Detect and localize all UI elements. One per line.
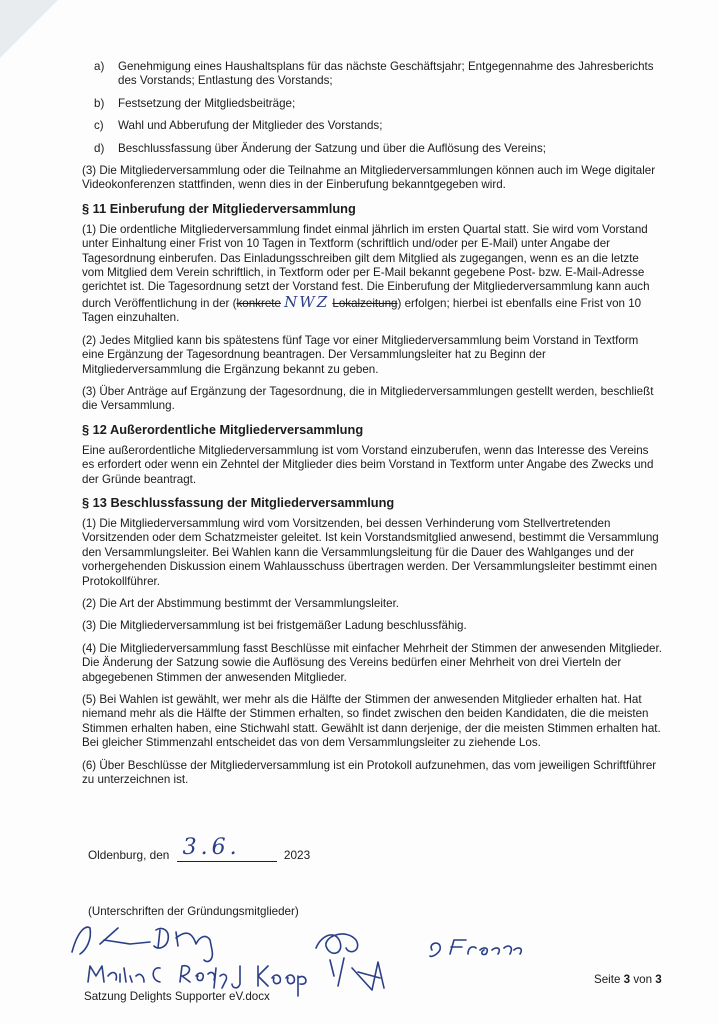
document-filename: Satzung Delights Supporter eV.docx [84,990,270,1003]
list-item [94,97,662,111]
paragraph-13-5: (5) Bei Wahlen ist gewählt, wer mehr als die Hälfte der Stimmen der anwesenden Mitglieder erhalten hat. Hat niemand mehr als die Hälfte der Stimmen erhalten, so findet zwischen den beiden Kandidaten, die die meisten Stimmen erhalten haben, eine Stichwahl statt. Gewählt ist dann derjenige, der die meisten Stimmen erhalten hat. Bei gleicher Stimmenzahl entscheidet das von dem Versammlungsleiter zu ziehende Los. [82,693,661,750]
struck-text: Lokalzeitung [332,296,398,310]
folded-corner [0,0,58,58]
paragraph-11-1 [82,223,662,326]
list-item [94,119,662,133]
date-blank [177,835,277,862]
list-text: Wahl und Abberufung der Mitglieder des Vorstands; [118,119,383,133]
paragraph-13-2: (2) Die Art der Abstimmung bestimmt der Versammlungsleiter. [82,596,400,610]
list-marker: c) [94,119,104,133]
struck-text: konkrete [236,296,281,310]
page-number [594,973,662,986]
list-item [94,60,662,89]
paragraph-13-4: (4) Die Mitgliederversammlung fasst Beschlüsse mit einfacher Mehrheit der Stimmen der anwesenden Mitglieder. Die Änderung der Satzung sowie die Auflösung des Vereins bedürfen einer Mehrheit von drei Vierteln der abgegebenen Stimmen der anwesenden Mitglieder. [82,641,662,684]
list-marker: a) [94,60,105,73]
signature-caption: (Unterschriften der Gründungsmitglieder) [88,905,299,918]
paragraph-11-3: (3) Über Anträge auf Ergänzung der Tagesordnung, die in Mitgliederversammlungen gestellt werden, beschließt die Versammlung. [82,384,654,413]
handwritten-date: 3.6. [182,835,241,860]
section-11-heading: § 11 Einberufung der Mitgliederversammlung [82,200,356,216]
agenda-list [94,60,662,156]
list-text: Festsetzung der Mitgliedsbeiträge; [118,96,296,110]
paragraph-13-1: (1) Die Mitgliederversammlung wird vom Vorsitzenden, bei dessen Verhinderung vom Stellvertretenden Vorsitzenden oder dem Schatzmeister geleitet. Ist kein Vorstandsmitglied anwesend, bestimmt die Versammlung den Versammlungsleiter. Bei Wahlen kann die Versammlungsleitung für die Dauer des Wahlganges und der vorhergehenden Diskussion einem Wahlausschuss übertragen werden. Der Versammlungsleiter bestimmt einen Protokollführer. [82,516,659,588]
list-marker: d) [94,141,105,155]
list-item [94,142,662,156]
page-total: 3 [655,973,662,986]
paragraph-text: ) erfolgen; hierbei ist ebenfalls eine Frist von 10 Tagen einzuhalten. [82,296,642,325]
page-current: 3 [623,973,631,986]
paragraph-13-3: (3) Die Mitgliederversammlung ist bei fristgemäßer Ladung beschlussfähig. [82,619,467,633]
list-text: Genehmigung eines Haushaltsplans für das nächste Geschäftsjahr; Entgegennahme des Jahresberichts des Vorstands; Entlastung des Vorstands; [118,60,654,88]
list-text: Beschlussfassung über Änderung der Satzung und über die Auflösung des Vereins; [118,141,546,155]
section-12-heading: § 12 Außerordentliche Mitgliederversammlung [82,421,364,437]
paragraph-10-3: (3) Die Mitgliederversammlung oder die Teilnahme an Mitgliederversammlungen können auch im Wege digitaler Videokonferenzen stattfinden, wenn dies in der Einberufung bekanntgegeben wird. [82,164,656,192]
paragraph-text: (1) Die ordentliche Mitgliederversammlung findet einmal jährlich im ersten Quartal statt. Sie wird vom Vorstand unter Einhaltung einer Frist von 10 Tagen in Textform (schriftlich und/oder per E-Mail) unter Angabe der Tagesordnung einberufen. Das Einladungsschreiben gilt dem Mitglied als zugegangen, wenn es an die letzte vom Mitglied dem Verein schriftlich, in Textform oder per E-Mail bekannt gegebene Post- bzw. E-Mail-Adresse gerichtet ist. Die Tagesordnung setzt der Vorstand fest. Die Einberufung der Mitgliederversammlung kann auch durch Veröffentlichung in der ( [82,222,650,310]
date-line [88,835,311,862]
section-13-heading: § 13 Beschlussfassung der Mitgliederversammlung [82,494,395,510]
list-marker: b) [94,96,105,110]
paragraph-13-6: (6) Über Beschlüsse der Mitgliederversammlung ist ein Protokoll aufzunehmen, das vom jeweiligen Schriftführer zu unterzeichnen ist. [82,758,657,787]
paragraph-11-2: (2) Jedes Mitglied kann bis spätestens fünf Tage vor einer Mitgliederversammlung beim Vorstand in Textform eine Ergänzung der Tagesordnung beantragen. Der Versammlungsleiter hat zu Beginn der Mitgliederversammlung die Ergänzung bekannt zu geben. [82,333,639,376]
date-place: Oldenburg, den [88,848,170,862]
date-year: 2023 [283,848,311,862]
paragraph-12: Eine außerordentliche Mitgliederversammlung ist vom Vorstand einzuberufen, wenn das Interesse des Vereins es erfordert oder wenn ein Zehntel der Mitglieder dies beim Vorstand in Textform unter Angabe des Zwecks und der Gründe beantragt. [82,443,654,486]
page-of: von [633,973,653,986]
page-label: Seite [594,973,621,986]
handwritten-correction: NWZ [284,292,330,311]
statute-content [82,60,662,795]
